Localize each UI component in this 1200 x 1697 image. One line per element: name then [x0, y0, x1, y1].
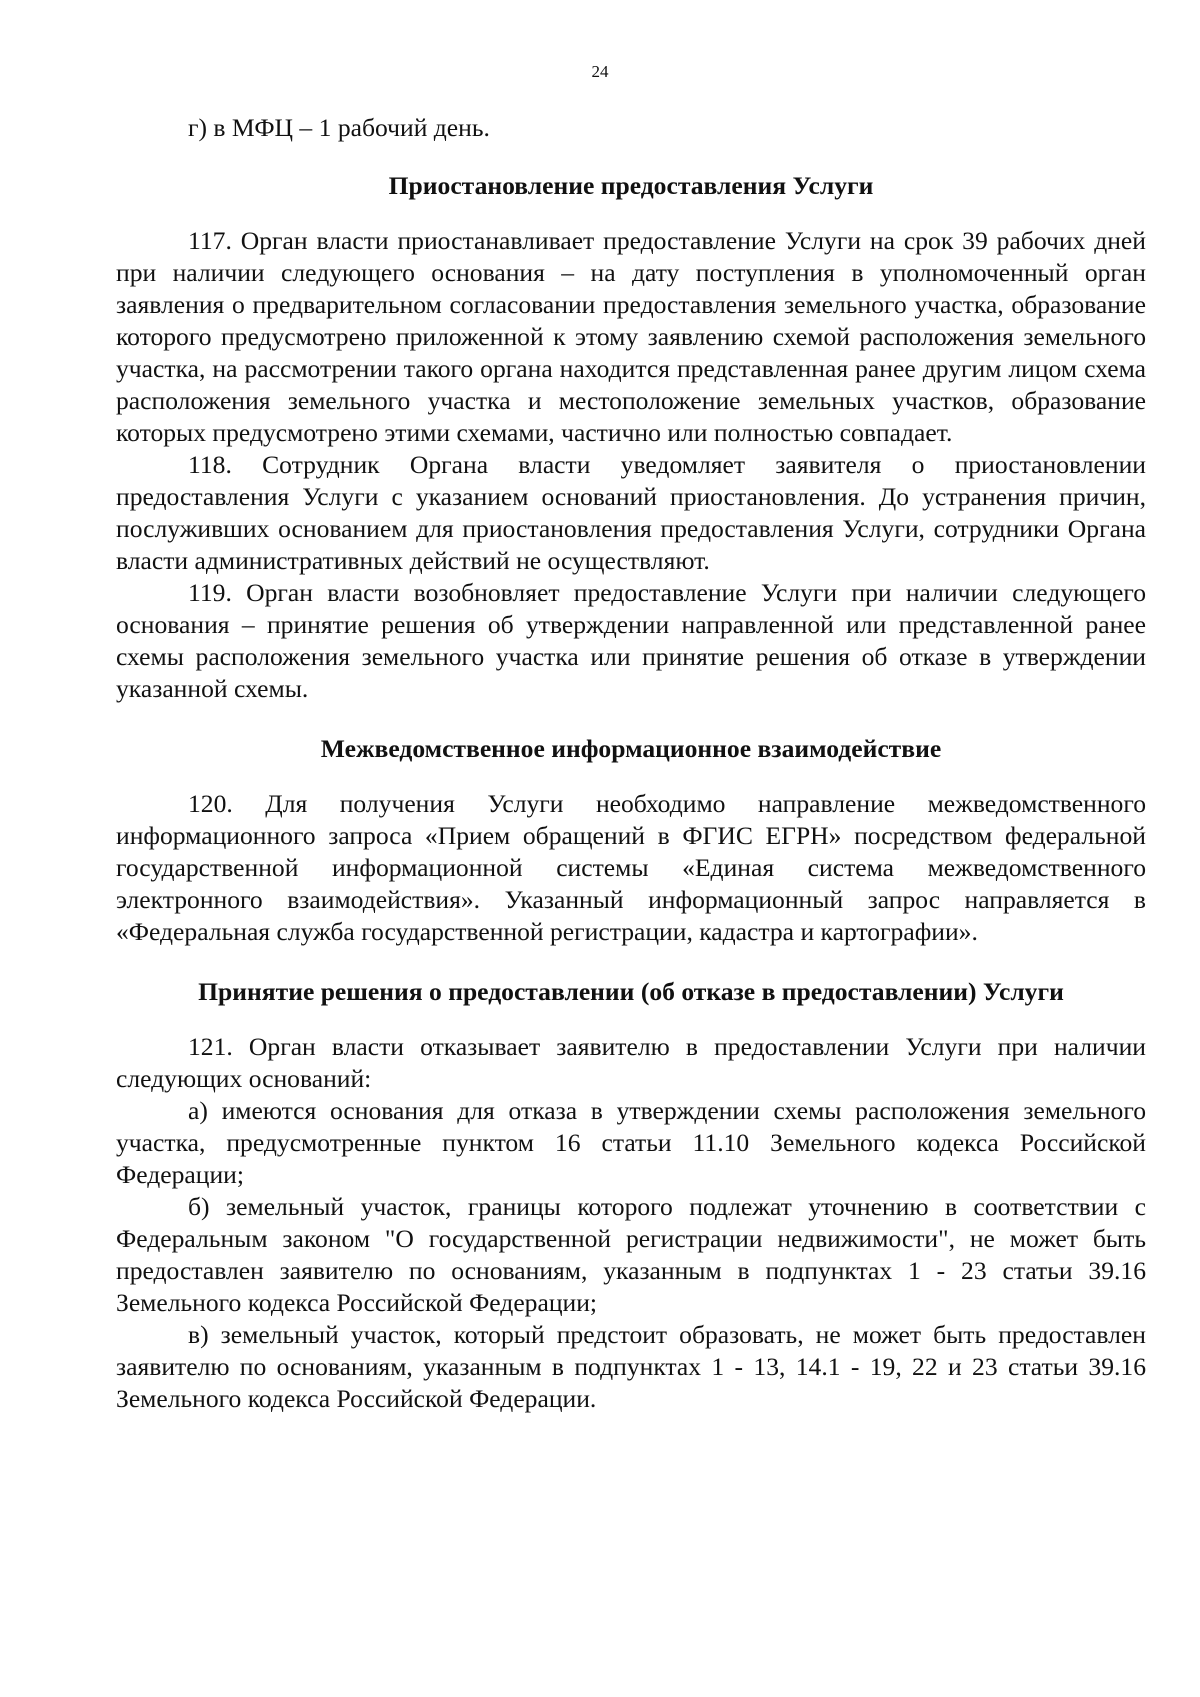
section-heading-decision: Принятие решения о предоставлении (об отказе в предоставлении) Услуги	[198, 977, 1064, 1006]
paragraph-121-a: а) имеются основания для отказа в утверждении схемы расположения земельного участка, предусмотренные пунктом 16 статьи 11.10 Земельного кодекса Российской Федерации;	[116, 1096, 1146, 1189]
paragraph-121-b: б) земельный участок, границы которого подлежат уточнению в соответствии с Федеральным законом "О государственной регистрации недвижимости", не может быть предоставлен заявителю по основаниям, указанным в подпунктах 1 - 23 статьи 39.16 Земельного кодекса Российской Федерации;	[116, 1192, 1146, 1317]
section-heading-interagency: Межведомственное информационное взаимодействие	[320, 734, 942, 763]
paragraph-121-c: в) земельный участок, который предстоит образовать, не может быть предоставлен заявителю по основаниям, указанным в подпунктах 1 - 13, 14.1 - 19, 22 и 23 статьи 39.16 Земельного кодекса Российской Федерации.	[116, 1320, 1146, 1413]
page-number: 24	[591, 62, 609, 81]
paragraph-120: 120. Для получения Услуги необходимо направление межведомственного информационного запроса «Прием обращений в ФГИС ЕГРН» посредством федеральной государственной информационной системы «Единая система межведомственного электронного взаимодействия». Указанный информационный запрос направляется в «Федеральная служба государственной регистрации, кадастра и картографии».	[116, 789, 1146, 946]
paragraph-117: 117. Орган власти приостанавливает предоставление Услуги на срок 39 рабочих дней при наличии следующего основания – на дату поступления в уполномоченный орган заявления о предварительном согласовании предоставления земельного участка, образование которого предусмотрено приложенной к этому заявлению схемой расположения земельного участка, на рассмотрении такого органа находится представленная ранее другим лицом схема расположения земельного участка и местоположение земельных участков, образование которых предусмотрено этими схемами, частично или полностью совпадает.	[116, 226, 1146, 447]
paragraph-121: 121. Орган власти отказывает заявителю в предоставлении Услуги при наличии следующих оснований:	[116, 1032, 1146, 1093]
paragraph-118: 118. Сотрудник Органа власти уведомляет заявителя о приостановлении предоставления Услуги с указанием оснований приостановления. До устранения причин, послуживших основанием для приостановления предоставления Услуги, сотрудники Органа власти административных действий не осуществляют.	[116, 450, 1146, 575]
intro-paragraph: г) в МФЦ – 1 рабочий день.	[188, 113, 490, 142]
document-body	[116, 112, 1146, 1415]
paragraph-119: 119. Орган власти возобновляет предоставление Услуги при наличии следующего основания – принятие решения об утверждении направленной или представленной ранее схемы расположения земельного участка или принятие решения об отказе в утверждении указанной схемы.	[116, 578, 1146, 703]
section-heading-suspension: Приостановление предоставления Услуги	[388, 171, 874, 200]
